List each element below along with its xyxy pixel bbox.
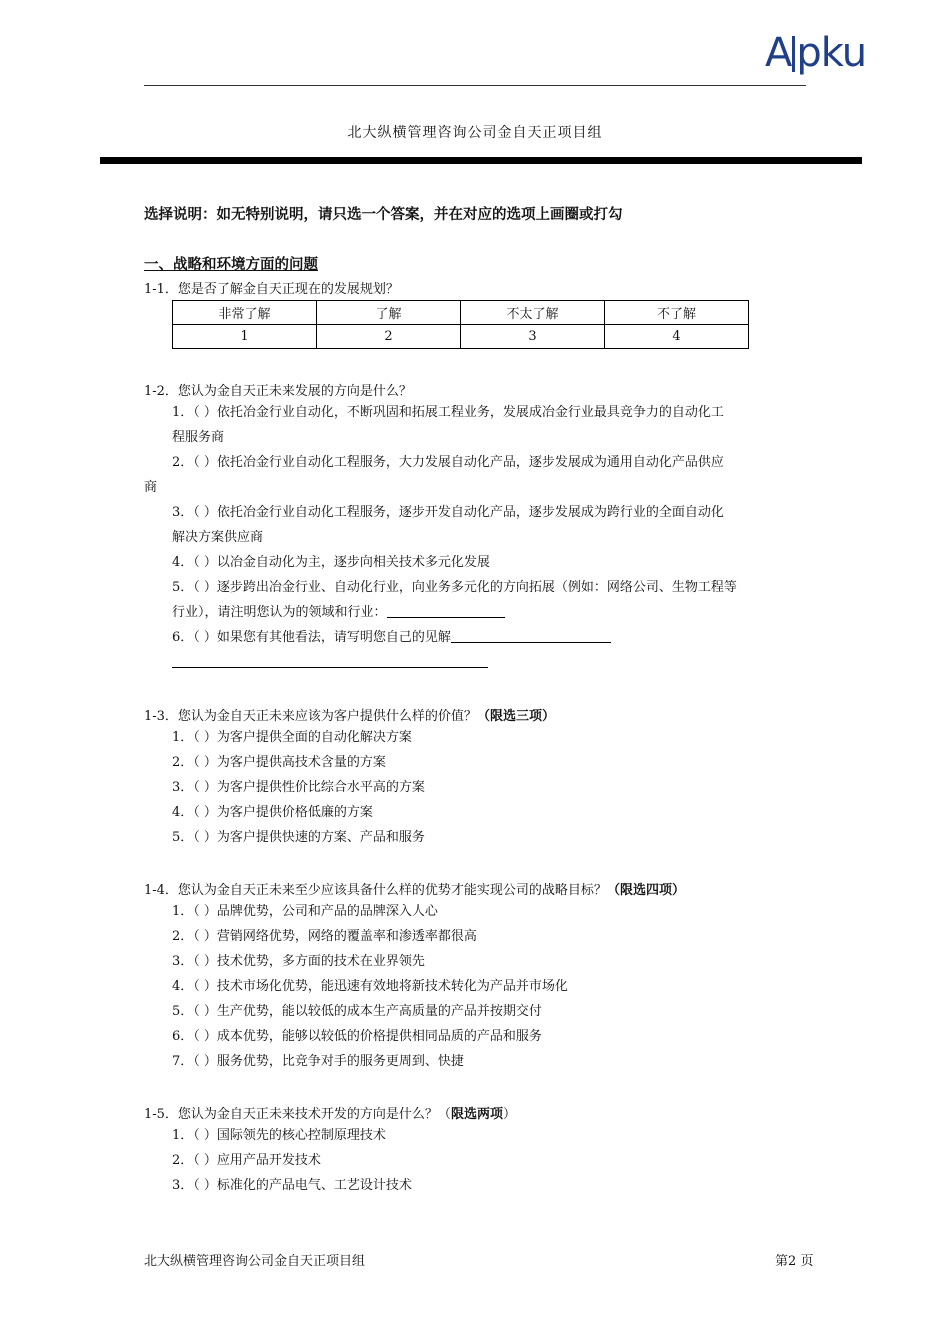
page-number: 2 bbox=[788, 1254, 797, 1269]
footer-org-name: 北大纵横管理咨询公司金自天正项目组 bbox=[144, 1254, 366, 1269]
question-1-3-limit: （限选三项） bbox=[476, 709, 555, 724]
option-1-2-5-prompt: 行业），请注明您认为的领域和行业： bbox=[172, 605, 387, 620]
option-1-2-4[interactable]: 4．（ ）以冶金自动化为主，逐步向相关技术多元化发展 bbox=[172, 555, 490, 570]
option-1-5-2[interactable]: 2．（ ）应用产品开发技术 bbox=[172, 1153, 321, 1168]
question-1-3-text: 1-3．您认为金自天正未来应该为客户提供什么样的价值？ bbox=[144, 709, 477, 724]
option-1-3-4[interactable]: 4．（ ）为客户提供价格低廉的方案 bbox=[172, 805, 373, 820]
question-1-3 bbox=[144, 705, 555, 724]
option-1-3-3[interactable]: 3．（ ）为客户提供性价比综合水平高的方案 bbox=[172, 780, 425, 795]
option-1-2-2-cont: 商 bbox=[144, 480, 158, 495]
option-1-2-1[interactable]: 1．（ ）依托冶金行业自动化，不断巩固和拓展工程业务，发展成冶金行业最具竞争力的自动化工 bbox=[172, 405, 724, 420]
header-divider bbox=[144, 85, 806, 86]
scale-value-cell[interactable]: 4 bbox=[605, 325, 749, 349]
option-1-4-4[interactable]: 4．（ ）技术市场化优势，能迅速有效地将新技术转化为产品并市场化 bbox=[172, 979, 568, 994]
industry-answer-field[interactable] bbox=[387, 603, 505, 618]
option-1-2-6-prompt: 6．（ ）如果您有其他看法，请写明您自己的见解 bbox=[172, 630, 451, 645]
option-1-4-1[interactable]: 1．（ ）品牌优势，公司和产品的品牌深入人心 bbox=[172, 904, 438, 919]
question-1-4 bbox=[144, 879, 685, 898]
option-1-3-1[interactable]: 1．（ ）为客户提供全面的自动化解决方案 bbox=[172, 730, 412, 745]
question-1-4-text: 1-4．您认为金自天正未来至少应该具备什么样的优势才能实现公司的战略目标？ bbox=[144, 883, 607, 898]
scale-header-cell[interactable]: 了解 bbox=[317, 301, 461, 325]
option-1-4-2[interactable]: 2．（ ）营销网络优势，网络的覆盖率和渗透率都很高 bbox=[172, 929, 477, 944]
header-thick-divider bbox=[100, 157, 862, 164]
question-1-2: 1-2．您认为金自天正未来发展的方向是什么？ bbox=[144, 384, 412, 399]
option-1-4-6[interactable]: 6．（ ）成本优势，能够以较低的价格提供相同品质的产品和服务 bbox=[172, 1029, 542, 1044]
page-prefix: 第 bbox=[775, 1254, 789, 1269]
scale-header-row bbox=[173, 301, 749, 325]
option-1-2-5-cont bbox=[172, 600, 505, 625]
question-1-5-text: 1-5．您认为金自天正未来技术开发的方向是什么？（ bbox=[144, 1107, 451, 1122]
scale-header-cell[interactable]: 不了解 bbox=[605, 301, 749, 325]
option-1-2-5[interactable]: 5．（ ）逐步跨出冶金行业、自动化行业，向业务多元化的方向拓展（例如：网络公司、生物工程等 bbox=[172, 580, 737, 595]
scale-value-cell[interactable]: 2 bbox=[317, 325, 461, 349]
section-title: 一、战略和环境方面的问题 bbox=[144, 257, 318, 273]
option-1-3-5[interactable]: 5．（ ）为客户提供快速的方案、产品和服务 bbox=[172, 830, 425, 845]
scale-header-cell[interactable]: 不太了解 bbox=[461, 301, 605, 325]
scale-header-cell[interactable]: 非常了解 bbox=[173, 301, 317, 325]
opinion-answer-field[interactable] bbox=[451, 628, 611, 643]
option-1-2-2[interactable]: 2．（ ）依托冶金行业自动化工程服务，大力发展自动化产品，逐步发展成为通用自动化产品供应 bbox=[172, 455, 724, 470]
selection-instruction: 选择说明：如无特别说明，请只选一个答案，并在对应的选项上画圈或打勾 bbox=[144, 207, 623, 223]
option-1-2-3[interactable]: 3．（ ）依托冶金行业自动化工程服务，逐步开发自动化产品，逐步发展成为跨行业的全面自动化 bbox=[172, 505, 724, 520]
page-suffix: 页 bbox=[800, 1254, 814, 1269]
option-1-4-3[interactable]: 3．（ ）技术优势，多方面的技术在业界领先 bbox=[172, 954, 425, 969]
question-1-1: 1-1．您是否了解金自天正现在的发展规划？ bbox=[144, 282, 399, 297]
question-1-5-close: ） bbox=[502, 1107, 516, 1122]
logo-bar bbox=[792, 36, 795, 72]
document-subtitle: 北大纵横管理咨询公司金自天正项目组 bbox=[347, 125, 603, 141]
question-1-5 bbox=[144, 1103, 516, 1122]
question-1-5-limit: 限选两项 bbox=[450, 1107, 503, 1122]
opinion-answer-line[interactable] bbox=[172, 667, 488, 668]
option-1-3-2[interactable]: 2．（ ）为客户提供高技术含量的方案 bbox=[172, 755, 386, 770]
rating-scale-table bbox=[172, 300, 749, 349]
option-1-5-3[interactable]: 3．（ ）标准化的产品电气、工艺设计技术 bbox=[172, 1178, 412, 1193]
option-1-5-1[interactable]: 1．（ ）国际领先的核心控制原理技术 bbox=[172, 1128, 386, 1143]
option-1-4-5[interactable]: 5．（ ）生产优势，能以较低的成本生产高质量的产品并按期交付 bbox=[172, 1004, 542, 1019]
scale-value-row bbox=[173, 325, 749, 349]
logo-letters-pku: pku bbox=[796, 30, 867, 76]
scale-value-cell[interactable]: 1 bbox=[173, 325, 317, 349]
option-1-2-1-cont: 程服务商 bbox=[172, 430, 225, 445]
company-logo bbox=[765, 30, 866, 76]
option-1-2-6[interactable] bbox=[172, 625, 611, 650]
footer-page-number bbox=[775, 1250, 813, 1269]
logo-letter-a: A bbox=[765, 30, 792, 76]
question-1-4-limit: （限选四项） bbox=[606, 883, 685, 898]
option-1-2-3-cont: 解决方案供应商 bbox=[172, 530, 264, 545]
option-1-4-7[interactable]: 7．（ ）服务优势，比竞争对手的服务更周到、快捷 bbox=[172, 1054, 464, 1069]
scale-value-cell[interactable]: 3 bbox=[461, 325, 605, 349]
